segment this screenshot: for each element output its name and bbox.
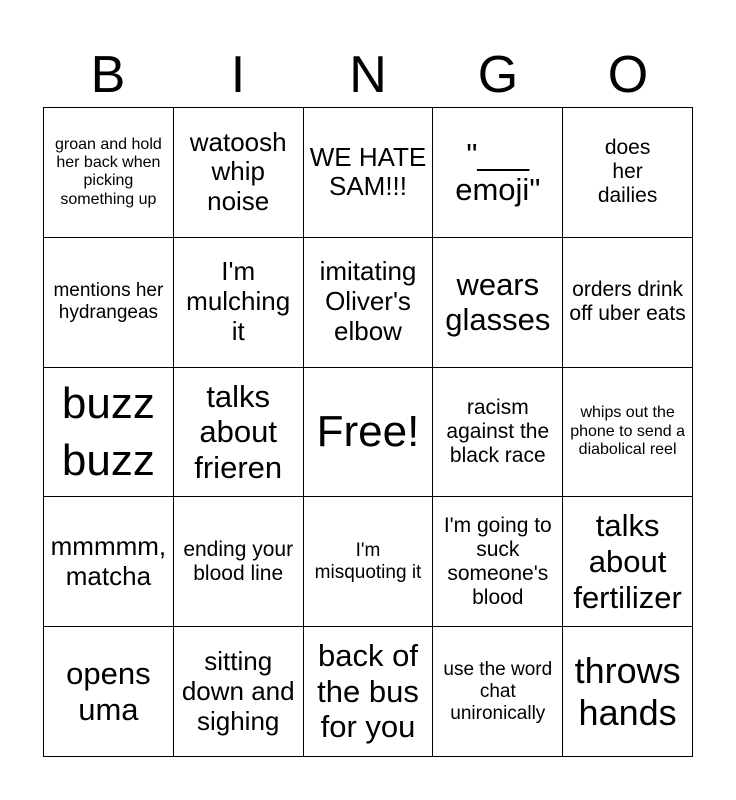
bingo-cell[interactable]: orders drink off uber eats: [563, 238, 693, 368]
bingo-cell[interactable]: whips out the phone to send a diabolical reel: [563, 368, 693, 498]
header-letter-n: N: [349, 46, 387, 104]
bingo-cell[interactable]: watoosh whip noise: [174, 108, 304, 238]
bingo-cell[interactable]: I'm going to suck someone's blood: [433, 497, 563, 627]
free-space[interactable]: Free!: [304, 368, 434, 498]
bingo-cell[interactable]: WE HATE SAM!!!: [304, 108, 434, 238]
bingo-cell[interactable]: racism against the black race: [433, 368, 563, 498]
header-letter-g: G: [477, 46, 519, 104]
bingo-cell[interactable]: use the word chat unironically: [433, 627, 563, 757]
header-letter-b: B: [90, 46, 126, 104]
bingo-cell[interactable]: sitting down and sighing: [174, 627, 304, 757]
bingo-cell[interactable]: "___ emoji": [433, 108, 563, 238]
header-letter-o: O: [607, 46, 649, 104]
bingo-board: [43, 107, 693, 757]
bingo-cell[interactable]: talks about fertilizer: [563, 497, 693, 627]
header-letter-i: I: [230, 46, 246, 104]
bingo-cell[interactable]: does her dailies: [563, 108, 693, 238]
bingo-cell[interactable]: mmmmm, matcha: [44, 497, 174, 627]
bingo-cell[interactable]: I'm mulching it: [174, 238, 304, 368]
bingo-cell[interactable]: wears glasses: [433, 238, 563, 368]
bingo-cell[interactable]: buzz buzz: [44, 368, 174, 498]
bingo-cell[interactable]: mentions her hydrangeas: [44, 238, 174, 368]
bingo-cell[interactable]: back of the bus for you: [304, 627, 434, 757]
bingo-cell[interactable]: I'm misquoting it: [304, 497, 434, 627]
bingo-cell[interactable]: opens uma: [44, 627, 174, 757]
bingo-cell[interactable]: ending your blood line: [174, 497, 304, 627]
bingo-cell[interactable]: imitating Oliver's elbow: [304, 238, 434, 368]
bingo-cell[interactable]: throws hands: [563, 627, 693, 757]
bingo-header: [43, 44, 693, 106]
bingo-cell[interactable]: talks about frieren: [174, 368, 304, 498]
bingo-cell[interactable]: groan and hold her back when picking something up: [44, 108, 174, 238]
